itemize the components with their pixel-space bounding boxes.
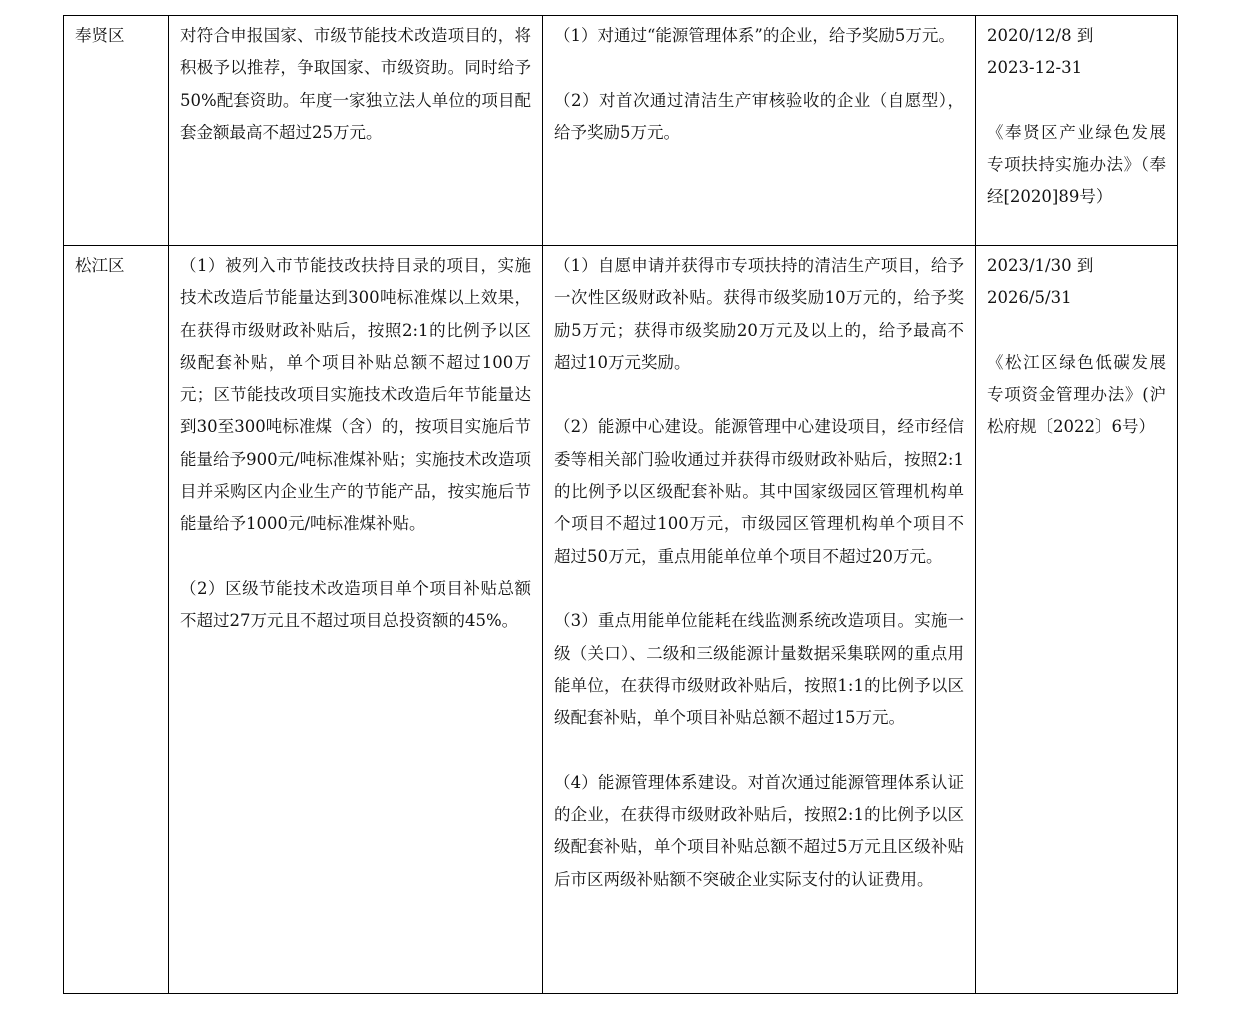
clean-production-paragraph: （3）重点用能单位能耗在线监测系统改造项目。实施一级（关口）、二级和三级能源计量数据采集联网的重点用能单位，在获得市级财政补贴后，按照1:1的比例予以区级配套补贴，单个项目补贴总额不超过15万元。 <box>554 611 964 728</box>
clean-production-paragraph: （1）对通过“能源管理体系”的企业，给予奖励5万元。 <box>554 26 955 45</box>
tech-retrofit-cell <box>169 16 543 246</box>
table-row <box>64 246 1178 994</box>
district-cell <box>64 16 169 246</box>
clean-production-cell <box>543 16 976 246</box>
validity-end: 2023-12-31 <box>987 58 1083 78</box>
tech-retrofit-cell <box>169 246 543 994</box>
table-row <box>64 16 1178 246</box>
clean-production-paragraph: （2）对首次通过清洁生产审核验收的企业（自愿型），给予奖励5万元。 <box>554 90 964 142</box>
policy-document: 《松江区绿色低碳发展专项资金管理办法》(沪松府规〔2022〕6号） <box>987 352 1166 437</box>
district-cell <box>64 246 169 994</box>
tech-retrofit-paragraph: （1）被列入市节能技改扶持目录的项目，实施技术改造后节能量达到300吨标准煤以上效果，在获得市级财政补贴后，按照2:1的比例予以区级配套补贴，单个项目补贴总额不超过100万元；区节能技改项目实施技术改造后年节能量达到30至300吨标准煤（含）的，按项目实施后节能量给予900元/吨标准煤补贴；实施技术改造项目并采购区内企业生产的节能产品，按实施后节能量给予1000元/吨标准煤补贴。 <box>180 256 531 534</box>
clean-production-paragraph: （2）能源中心建设。能源管理中心建设项目，经市经信委等相关部门验收通过并获得市级财政补贴后，按照2:1的比例予以区级配套补贴。其中国家级园区管理机构单个项目不超过100万元，市级园区管理机构单个项目不超过50万元，重点用能单位单个项目不超过20万元。 <box>554 417 964 566</box>
validity-cell <box>976 246 1178 994</box>
tech-retrofit-paragraph: 对符合申报国家、市级节能技术改造项目的，将积极予以推荐，争取国家、市级资助。同时给予50%配套资助。年度一家独立法人单位的项目配套金额最高不超过25万元。 <box>180 26 531 142</box>
tech-retrofit-paragraph: （2）区级节能技术改造项目单个项目补贴总额不超过27万元且不超过项目总投资额的45%。 <box>180 578 531 631</box>
district-name: 奉贤区 <box>75 26 125 45</box>
validity-cell <box>976 16 1178 246</box>
policy-table <box>63 15 1178 994</box>
clean-production-cell <box>543 246 976 994</box>
clean-production-paragraph: （4）能源管理体系建设。对首次通过能源管理体系认证的企业，在获得市级财政补贴后，按照2:1的比例予以区级配套补贴，单个项目补贴总额不超过5万元且区级补贴后市区两级补贴额不突破企业实际支付的认证费用。 <box>554 772 964 889</box>
policy-document: 《奉贤区产业绿色发展专项扶持实施办法》（奉经[2020]89号） <box>987 122 1166 207</box>
clean-production-paragraph: （1）自愿申请并获得市专项扶持的清洁生产项目，给予一次性区级财政补贴。获得市级奖励10万元的，给予奖励5万元；获得市级奖励20万元及以上的，给予最高不超过10万元奖励。 <box>554 256 964 372</box>
validity-start: 2020/12/8 到 <box>987 26 1094 45</box>
district-name: 松江区 <box>75 256 125 275</box>
validity-start: 2023/1/30 到 <box>987 256 1094 275</box>
validity-end: 2026/5/31 <box>987 288 1072 308</box>
